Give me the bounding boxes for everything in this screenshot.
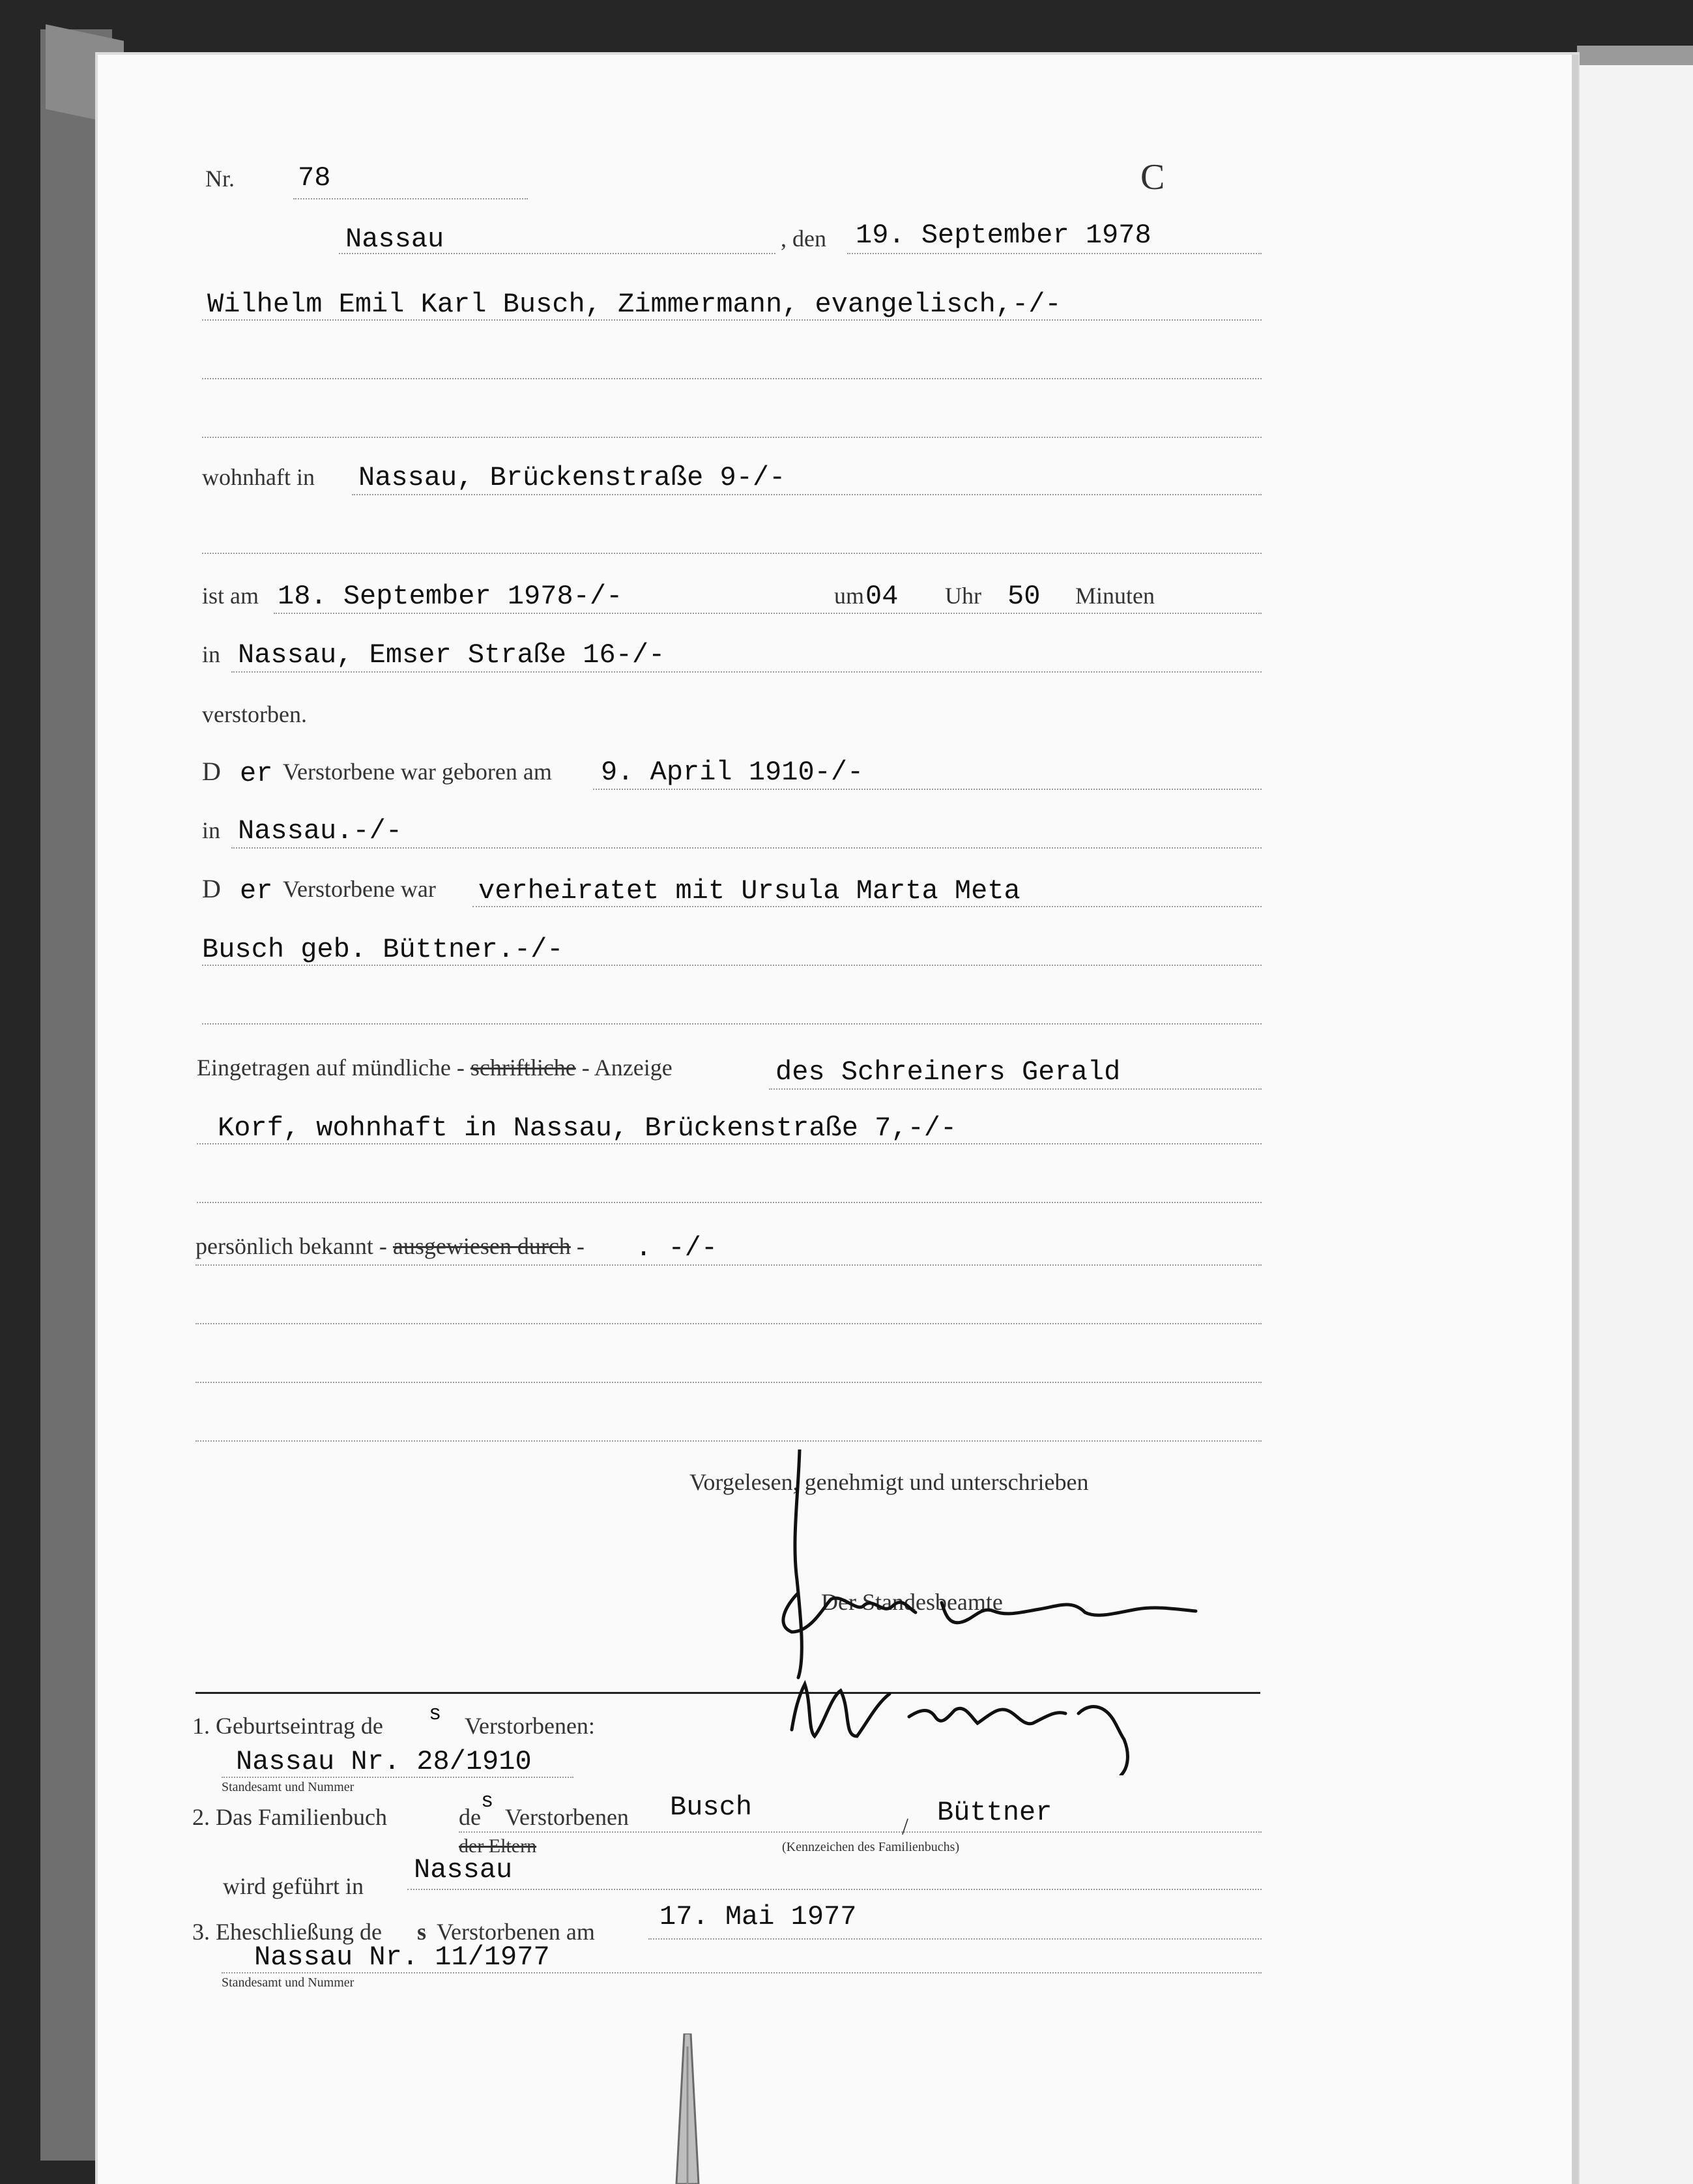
rule <box>231 671 1262 673</box>
note1-s: s <box>429 1702 442 1726</box>
hour-value: 04 <box>865 581 899 612</box>
note2-de: de <box>459 1804 481 1830</box>
name-line: Wilhelm Emil Karl Busch, Zimmermann, evangelisch,-/- <box>207 289 1062 320</box>
birth-place-value: Nassau.-/- <box>238 815 403 847</box>
note2-value1: Busch <box>670 1792 753 1823</box>
d-letter: D <box>202 874 221 903</box>
note2-kept-value: Nassau <box>414 1854 513 1886</box>
rule <box>352 494 1262 495</box>
note1-value: Nassau Nr. 28/1910 <box>236 1746 532 1777</box>
date-value: 19. September 1978 <box>856 220 1151 251</box>
note3-label: 3. Eheschließung de <box>192 1919 382 1945</box>
rule <box>274 613 1262 614</box>
page-edge <box>1572 55 1578 2184</box>
rule <box>197 1143 1262 1144</box>
register-page <box>98 55 1577 2184</box>
rule <box>769 1088 1262 1090</box>
note3-value2: Nassau Nr. 11/1977 <box>254 1942 550 1973</box>
note3-small: Standesamt und Nummer <box>222 1975 355 1990</box>
report-label <box>197 1056 673 1079</box>
rule <box>202 319 1262 321</box>
reporter-value-cont: Korf, wohnhaft in Nassau, Brückenstraße 7,-/- <box>218 1113 957 1144</box>
residence-label: wohnhaft in <box>202 464 315 490</box>
report-label-struck: schriftliche <box>470 1055 576 1081</box>
death-place-label: in <box>202 641 221 667</box>
note1-small: Standesamt und Nummer <box>222 1780 355 1794</box>
note2-label2: Verstorbenen <box>505 1804 629 1830</box>
death-date-label: ist am <box>202 583 259 609</box>
facing-page-edge <box>1577 46 1693 65</box>
reporter-value: des Schreiners Gerald <box>775 1056 1121 1088</box>
rule <box>202 378 1262 379</box>
rule <box>202 1023 1262 1025</box>
den-label: , den <box>781 226 826 252</box>
er-suffix: er <box>240 758 273 789</box>
verstorben-label: verstorben. <box>202 701 307 727</box>
uhr-label: Uhr <box>945 583 981 609</box>
registrar-label: Der Standesbeamte <box>821 1589 1003 1615</box>
death-date-value: 18. September 1978-/- <box>278 581 623 612</box>
note1-label2: Verstorbenen: <box>465 1713 595 1739</box>
date-line <box>847 253 1262 254</box>
note2-kept-label: wird geführt in <box>223 1873 364 1899</box>
note2-label: 2. Das Familienbuch <box>192 1804 387 1830</box>
read-approved-label: Vorgelesen, genehmigt und unterschrieben <box>689 1469 1089 1495</box>
um-label: um <box>834 583 865 609</box>
d-letter: D <box>202 757 221 786</box>
minuten-label: Minuten <box>1075 583 1155 609</box>
report-label-b: - Anzeige <box>581 1055 673 1081</box>
identity-label-a: persönlich bekannt - <box>195 1233 387 1259</box>
rule <box>472 906 1262 907</box>
rule <box>195 1382 1262 1383</box>
note2-s: s <box>481 1789 494 1813</box>
rule <box>648 1938 1262 1940</box>
rule <box>222 1972 1262 1973</box>
rule <box>407 1889 1262 1890</box>
note2-value2: Büttner <box>937 1797 1052 1828</box>
rule <box>202 965 1262 966</box>
birth-place-label: in <box>202 817 221 843</box>
er-suffix: er <box>240 875 273 907</box>
note3-value: 17. Mai 1977 <box>659 1901 857 1932</box>
handwritten-signatures <box>779 1449 1274 1775</box>
minute-value: 50 <box>1007 581 1041 612</box>
note2-strike: der Eltern <box>459 1835 537 1857</box>
status-value: verheiratet mit Ursula Marta Meta <box>478 875 1020 907</box>
facing-page <box>1577 46 1693 2184</box>
nr-value: 78 <box>298 162 331 194</box>
rule <box>222 1777 573 1778</box>
death-place-value: Nassau, Emser Straße 16-/- <box>238 639 665 671</box>
note1-label: 1. Geburtseintrag de <box>192 1713 383 1739</box>
rule <box>197 1202 1262 1203</box>
birth-label: Verstorbene war geboren am <box>283 759 552 785</box>
identity-label-b: - <box>576 1233 585 1259</box>
rule <box>459 1831 1262 1833</box>
birth-date-value: 9. April 1910-/- <box>601 757 864 788</box>
status-label: Verstorbene war <box>283 876 436 902</box>
residence-value: Nassau, Brückenstraße 9-/- <box>358 462 786 493</box>
identity-value: . -/- <box>635 1232 718 1264</box>
report-label-a: Eingetragen auf mündliche - <box>197 1055 465 1081</box>
nr-line <box>293 198 528 199</box>
note3-label2: Verstorbenen am <box>437 1919 595 1945</box>
rule <box>195 1440 1262 1442</box>
status-value-cont: Busch geb. Büttner.-/- <box>202 934 564 965</box>
rule <box>195 1323 1262 1324</box>
place-line <box>339 253 775 254</box>
rule <box>593 789 1262 790</box>
note3-s: s <box>417 1919 427 1945</box>
note2-small: (Kennzeichen des Familienbuchs) <box>782 1840 960 1854</box>
rule <box>195 1264 1262 1266</box>
rule <box>231 847 1262 849</box>
rule <box>202 437 1262 438</box>
identity-label-struck: ausgewiesen durch <box>392 1233 571 1259</box>
identity-label <box>195 1234 585 1258</box>
rule <box>202 553 1262 554</box>
register-letter: C <box>1140 157 1165 197</box>
nr-label: Nr. <box>205 166 235 192</box>
pen-tip <box>671 2033 704 2184</box>
place-value: Nassau <box>345 224 444 255</box>
note2-slash: / <box>902 1813 909 1839</box>
